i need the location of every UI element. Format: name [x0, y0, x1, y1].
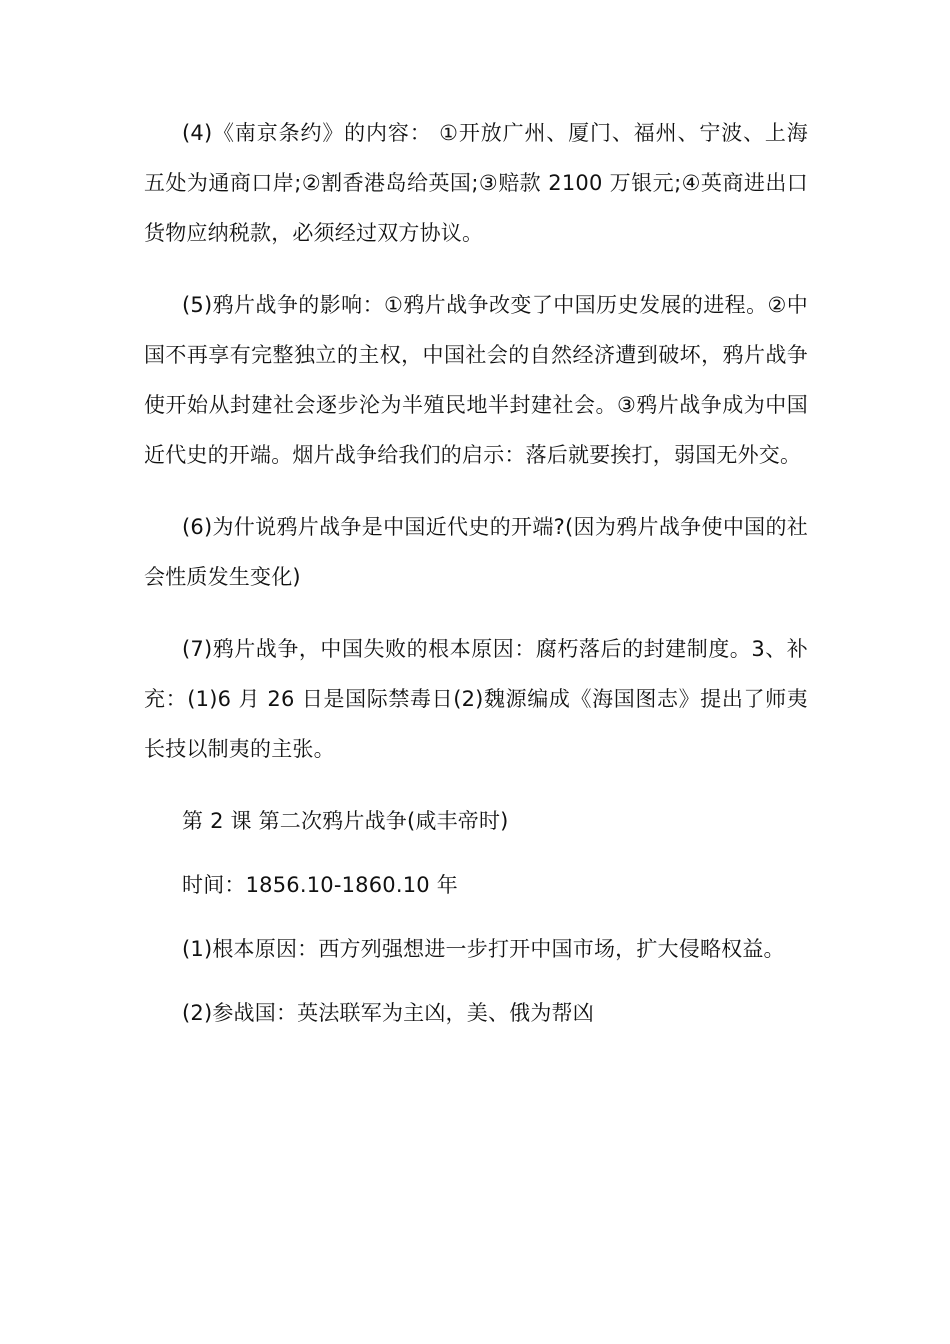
document-body	[144, 108, 808, 1038]
paragraph-root-cause: (1)根本原因：西方列强想进一步打开中国市场，扩大侵略权益。	[182, 937, 785, 961]
paragraph-opium-war-impact: (5)鸦片战争的影响：①鸦片战争改变了中国历史发展的进程。②中国不再享有完整独立的主权，中国社会的自然经济遭到破坏，鸦片战争使开始从封建社会逐步沦为半殖民地半封建社会。③鸦片战争成为中国近代史的开端。烟片战争给我们的启示：落后就要挨打，弱国无外交。	[144, 293, 808, 467]
paragraph-modern-history-start: (6)为什说鸦片战争是中国近代史的开端?(因为鸦片战争使中国的社会性质发生变化)	[144, 515, 808, 589]
paragraph-treaty-of-nanjing: (4)《南京条约》的内容： ①开放广州、厦门、福州、宁波、上海五处为通商口岸;②割香港岛给英国;③赔款 2100 万银元;④英商进出口货物应纳税款，必须经过双方协议。	[144, 121, 808, 245]
paragraph-participants: (2)参战国：英法联军为主凶，美、俄为帮凶	[182, 1001, 594, 1025]
paragraph-failure-reason: (7)鸦片战争，中国失败的根本原因：腐朽落后的封建制度。3、补充：(1)6 月 26 日是国际禁毒日(2)魏源编成《海国图志》提出了师夷长技以制夷的主张。	[144, 637, 808, 761]
lesson-heading: 第 2 课 第二次鸦片战争(咸丰帝时)	[182, 809, 509, 833]
paragraph-time: 时间：1856.10-1860.10 年	[182, 873, 458, 897]
